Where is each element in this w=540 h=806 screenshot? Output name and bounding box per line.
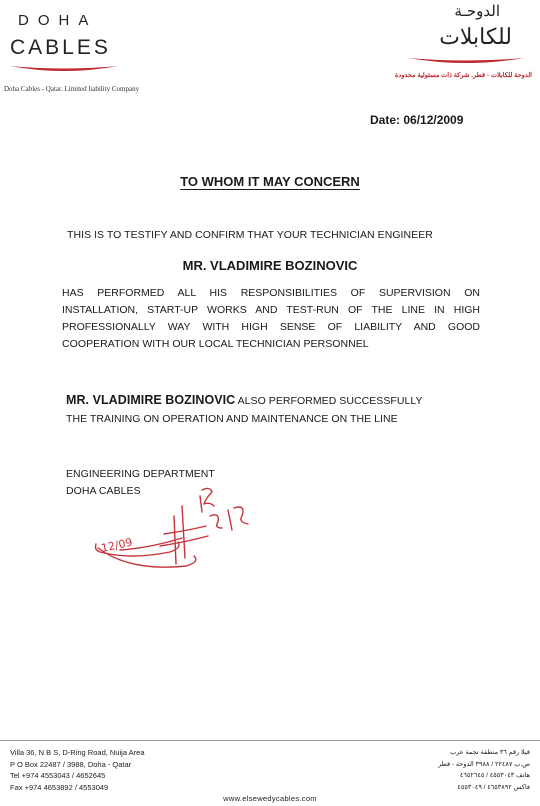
footer-address-arabic <box>438 747 530 793</box>
organization-name: DOHA CABLES <box>66 485 141 497</box>
footer-arabic-line-1: فيلا رقم ٣٦ منطقة نجمة عرب <box>450 749 530 756</box>
footer-divider <box>0 740 540 741</box>
para1-line-3: PROFESSIONALLY WAY WITH HIGH SENSE OF LIABILITY AND GOOD <box>62 321 480 333</box>
footer-telephone: Tel +974 4553043 / 4652645 <box>10 771 106 780</box>
department-name: ENGINEERING DEPARTMENT <box>66 468 215 480</box>
footer-arabic-line-2: ص.ب ٢٢٤٨٧ / ٣٩٨٨ الدوحة - قطر <box>438 760 530 768</box>
logo-swoosh-icon <box>8 62 120 76</box>
para1-line-2: INSTALLATION, START-UP WORKS AND TEST-RUN OF THE LINE IN HIGH <box>62 304 480 316</box>
letter-date: Date: 06/12/2009 <box>370 113 464 127</box>
intro-line: THIS IS TO TESTIFY AND CONFIRM THAT YOUR TECHNICIAN ENGINEER <box>67 229 433 241</box>
logo-arabic-cables: للكابلات <box>439 24 512 49</box>
heading-text: TO WHOM IT MAY CONCERN <box>180 174 360 189</box>
footer-arabic-line-4: فاكس ٤٦٥٣٨٩٢ / ٤٥٥٣٠٤٩ <box>457 783 530 791</box>
logo-arabic-doha: الدوحـة <box>454 3 500 20</box>
footer-address-english <box>10 747 145 793</box>
footer-fax: Fax +974 4653892 / 4553049 <box>10 782 109 792</box>
signature-date-mark: 12/09 <box>99 535 134 555</box>
para2-line-2: THE TRAINING ON OPERATION AND MAINTENANCE ON THE LINE <box>66 413 398 425</box>
footer-website-link[interactable]: www.elsewedycables.com <box>223 794 317 803</box>
footer-address-line-2: P O Box 22487 / 3988, Doha - Qatar <box>10 759 132 769</box>
company-name-english: Doha Cables - Qatar. Limited liability Company <box>4 85 140 93</box>
doha-cables-logo <box>4 6 154 93</box>
footer-address-line-1: Villa 36, N B S, D-Ring Road, Nuija Area <box>10 748 145 757</box>
logo-swoosh-arabic-icon <box>406 54 526 68</box>
company-name-arabic: الدوحة للكابلات - قطر. شركة ذات مسئولية محدودة <box>395 72 532 79</box>
para2-name: MR. VLADIMIRE BOZINOVIC <box>66 393 236 407</box>
logo-word-cables: CABLES <box>10 36 111 59</box>
para2-rest: ALSO PERFORMED SUCCESSFULLY <box>235 395 423 407</box>
para1-line-4: COOPERATION WITH OUR LOCAL TECHNICIAN PERSONNEL <box>62 338 369 350</box>
engineer-name: MR. VLADIMIRE BOZINOVIC <box>182 258 358 273</box>
footer-arabic-line-3: هاتف ٤٥٥٣٠٤٣ / ٤٦٥٢٦٤٥ <box>459 772 530 779</box>
para2-line-1 <box>66 393 423 407</box>
letter-heading <box>0 174 540 189</box>
doha-cables-arabic-logo <box>370 0 540 90</box>
logo-word-doha: DOHA <box>18 12 98 29</box>
para1-line-1: HAS PERFORMED ALL HIS RESPONSIBILITIES OF SUPERVISION ON <box>62 287 480 299</box>
handwritten-signature <box>90 486 260 576</box>
